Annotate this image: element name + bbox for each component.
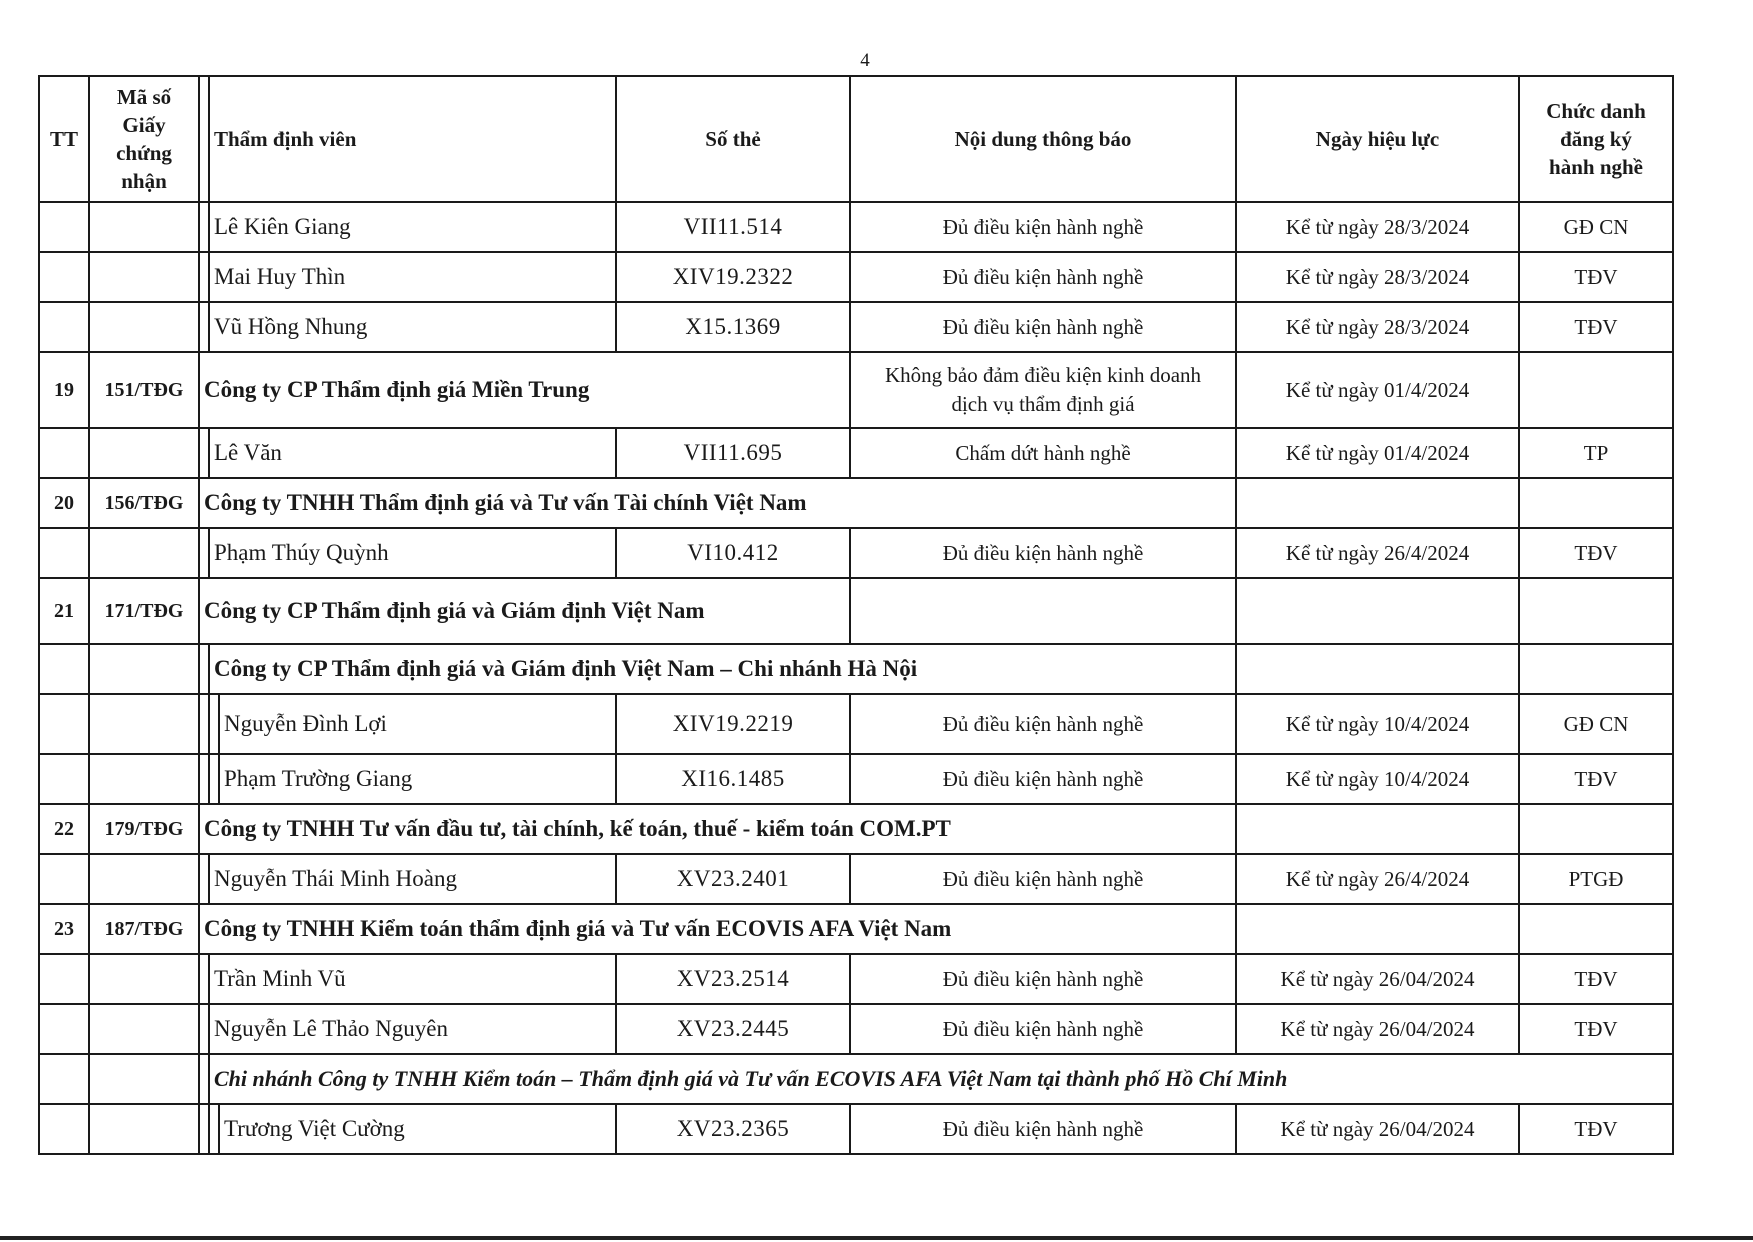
card-number: VII11.695 [616,428,850,478]
effective-date: Kể từ ngày 01/4/2024 [1236,428,1519,478]
registered-role: TĐV [1519,302,1673,352]
indent-cell [199,252,209,302]
certificate-cell [89,252,199,302]
effective-date: Kể từ ngày 01/4/2024 [1236,352,1519,428]
effective-date [1236,478,1519,528]
certificate-cell: 179/TĐG [89,804,199,854]
appraiser-name: Nguyễn Thái Minh Hoàng [209,854,616,904]
certificate-cell [89,528,199,578]
tt-cell [39,694,89,754]
registered-role: GĐ CN [1519,202,1673,252]
company-row [39,578,1673,644]
header-effective-date: Ngày hiệu lực [1236,76,1519,202]
indent-cell [199,694,209,754]
indent-cell [209,754,219,804]
card-number: XIV19.2322 [616,252,850,302]
appraiser-name: Vũ Hồng Nhung [209,302,616,352]
certificate-cell [89,202,199,252]
certificate-cell [89,954,199,1004]
table-row [39,1104,1673,1154]
notice-content: Đủ điều kiện hành nghề [850,252,1236,302]
indent-cell [199,754,209,804]
header-certificate-line: nhận [121,169,167,193]
appraiser-name: Phạm Trường Giang [219,754,616,804]
company-row [39,478,1673,528]
appraiser-name: Phạm Thúy Quỳnh [209,528,616,578]
tt-cell [39,252,89,302]
certificate-cell: 171/TĐG [89,578,199,644]
header-role-line: hành nghề [1549,155,1643,179]
card-number: XV23.2445 [616,1004,850,1054]
header-role-line: đăng ký [1560,127,1632,151]
notice-content: Đủ điều kiện hành nghề [850,954,1236,1004]
card-number: VII11.514 [616,202,850,252]
effective-date: Kể từ ngày 26/4/2024 [1236,854,1519,904]
certificate-cell: 156/TĐG [89,478,199,528]
page-number: 4 [860,50,870,71]
header-certificate-line: Mã số [116,85,172,109]
certificate-cell: 151/TĐG [89,352,199,428]
tt-cell: 19 [39,352,89,428]
tt-cell: 21 [39,578,89,644]
tt-cell [39,528,89,578]
registered-role: TĐV [1519,1104,1673,1154]
card-number: XV23.2401 [616,854,850,904]
notice-content: Đủ điều kiện hành nghề [850,302,1236,352]
registered-role: TP [1519,428,1673,478]
notice-content: Đủ điều kiện hành nghề [850,754,1236,804]
company-name: Công ty CP Thẩm định giá và Giám định Việt Nam [199,578,850,644]
indent-cell [199,854,209,904]
tt-cell [39,302,89,352]
card-number: X15.1369 [616,302,850,352]
header-appraiser: Thẩm định viên [209,76,616,202]
appraiser-name: Nguyễn Đình Lợi [219,694,616,754]
table-row [39,1004,1673,1054]
indent-cell [199,1054,209,1104]
card-number: XV23.2514 [616,954,850,1004]
table-row [39,302,1673,352]
registered-role [1519,578,1673,644]
table-header-row [39,76,1673,202]
notice-content: Chấm dứt hành nghề [850,428,1236,478]
effective-date: Kể từ ngày 28/3/2024 [1236,302,1519,352]
registered-role: TĐV [1519,1004,1673,1054]
registered-role: TĐV [1519,252,1673,302]
tt-cell [39,1104,89,1154]
certificate-cell: 187/TĐG [89,904,199,954]
effective-date: Kể từ ngày 10/4/2024 [1236,754,1519,804]
tt-cell [39,754,89,804]
certificate-cell [89,754,199,804]
certificate-cell [89,302,199,352]
tt-cell [39,644,89,694]
certificate-cell [89,694,199,754]
tt-cell [39,1054,89,1104]
header-role-line: Chức danh [1546,99,1646,123]
registered-role: PTGĐ [1519,854,1673,904]
indent-cell [199,528,209,578]
header-tt: TT [39,76,89,202]
indent-cell [199,954,209,1004]
effective-date: Kể từ ngày 26/04/2024 [1236,1004,1519,1054]
appraiser-name: Mai Huy Thìn [209,252,616,302]
appraiser-name: Lê Kiên Giang [209,202,616,252]
registered-role [1519,478,1673,528]
notice-content [850,352,1236,428]
branch-name: Công ty CP Thẩm định giá và Giám định Việt Nam – Chi nhánh Hà Nội [209,644,1236,694]
table-row [39,954,1673,1004]
tt-cell: 20 [39,478,89,528]
branch-row [39,1054,1673,1104]
table-row [39,202,1673,252]
registered-role: GĐ CN [1519,694,1673,754]
certificate-cell [89,854,199,904]
tt-cell [39,202,89,252]
effective-date: Kể từ ngày 28/3/2024 [1236,202,1519,252]
tt-cell [39,954,89,1004]
header-certificate [89,76,199,202]
appraiser-name: Lê Văn [209,428,616,478]
certificate-cell [89,1104,199,1154]
notice-content: Đủ điều kiện hành nghề [850,528,1236,578]
indent-cell [199,644,209,694]
table-row [39,694,1673,754]
header-spacer [199,76,209,202]
header-notice-content: Nội dung thông báo [850,76,1236,202]
effective-date [1236,578,1519,644]
indent-cell [209,694,219,754]
notice-line: dịch vụ thẩm định giá [951,392,1135,416]
notice-content: Đủ điều kiện hành nghề [850,854,1236,904]
indent-cell [209,1104,219,1154]
certificate-cell [89,1004,199,1054]
registered-role: TĐV [1519,528,1673,578]
notice-content: Đủ điều kiện hành nghề [850,202,1236,252]
table-row [39,528,1673,578]
table-row [39,754,1673,804]
company-name: Công ty TNHH Thẩm định giá và Tư vấn Tài chính Việt Nam [199,478,1236,528]
card-number: XIV19.2219 [616,694,850,754]
tt-cell: 23 [39,904,89,954]
registered-role [1519,904,1673,954]
table-row [39,252,1673,302]
branch-name: Chi nhánh Công ty TNHH Kiểm toán – Thẩm định giá và Tư vấn ECOVIS AFA Việt Nam tại thành phố Hồ Chí Minh [209,1054,1673,1104]
effective-date: Kể từ ngày 28/3/2024 [1236,252,1519,302]
notice-content: Đủ điều kiện hành nghề [850,694,1236,754]
tt-cell [39,428,89,478]
effective-date: Kể từ ngày 26/04/2024 [1236,1104,1519,1154]
company-name: Công ty TNHH Tư vấn đầu tư, tài chính, kế toán, thuế - kiểm toán COM.PT [199,804,1236,854]
effective-date: Kể từ ngày 10/4/2024 [1236,694,1519,754]
registered-role [1519,804,1673,854]
card-number: VI10.412 [616,528,850,578]
notice-content: Đủ điều kiện hành nghề [850,1004,1236,1054]
registered-role [1519,352,1673,428]
effective-date: Kể từ ngày 26/4/2024 [1236,528,1519,578]
company-name: Công ty CP Thẩm định giá Miền Trung [199,352,850,428]
header-registered-role [1519,76,1673,202]
branch-row [39,644,1673,694]
page-bottom-rule [0,1236,1753,1240]
header-certificate-line: Giấy [122,113,166,137]
certificate-cell [89,428,199,478]
tt-cell [39,854,89,904]
table-row [39,428,1673,478]
indent-cell [199,428,209,478]
certificate-cell [89,644,199,694]
indent-cell [199,202,209,252]
effective-date: Kể từ ngày 26/04/2024 [1236,954,1519,1004]
tt-cell [39,1004,89,1054]
notice-content [850,578,1236,644]
header-card-number: Số thẻ [616,76,850,202]
effective-date [1236,804,1519,854]
tt-cell: 22 [39,804,89,854]
company-name: Công ty TNHH Kiểm toán thẩm định giá và Tư vấn ECOVIS AFA Việt Nam [199,904,1236,954]
card-number: XV23.2365 [616,1104,850,1154]
company-row [39,352,1673,428]
indent-cell [199,302,209,352]
registered-role: TĐV [1519,954,1673,1004]
header-certificate-line: chứng [116,141,172,165]
appraiser-name: Nguyễn Lê Thảo Nguyên [209,1004,616,1054]
effective-date [1236,644,1519,694]
registered-role: TĐV [1519,754,1673,804]
certificate-cell [89,1054,199,1104]
notice-content: Đủ điều kiện hành nghề [850,1104,1236,1154]
company-row [39,804,1673,854]
indent-cell [199,1004,209,1054]
registered-role [1519,644,1673,694]
appraiser-registry-table [38,75,1674,1155]
indent-cell [199,1104,209,1154]
notice-line: Không bảo đảm điều kiện kinh doanh [884,363,1202,387]
table-row [39,854,1673,904]
card-number: XI16.1485 [616,754,850,804]
appraiser-name: Trần Minh Vũ [209,954,616,1004]
effective-date [1236,904,1519,954]
company-row [39,904,1673,954]
appraiser-name: Trương Việt Cường [219,1104,616,1154]
